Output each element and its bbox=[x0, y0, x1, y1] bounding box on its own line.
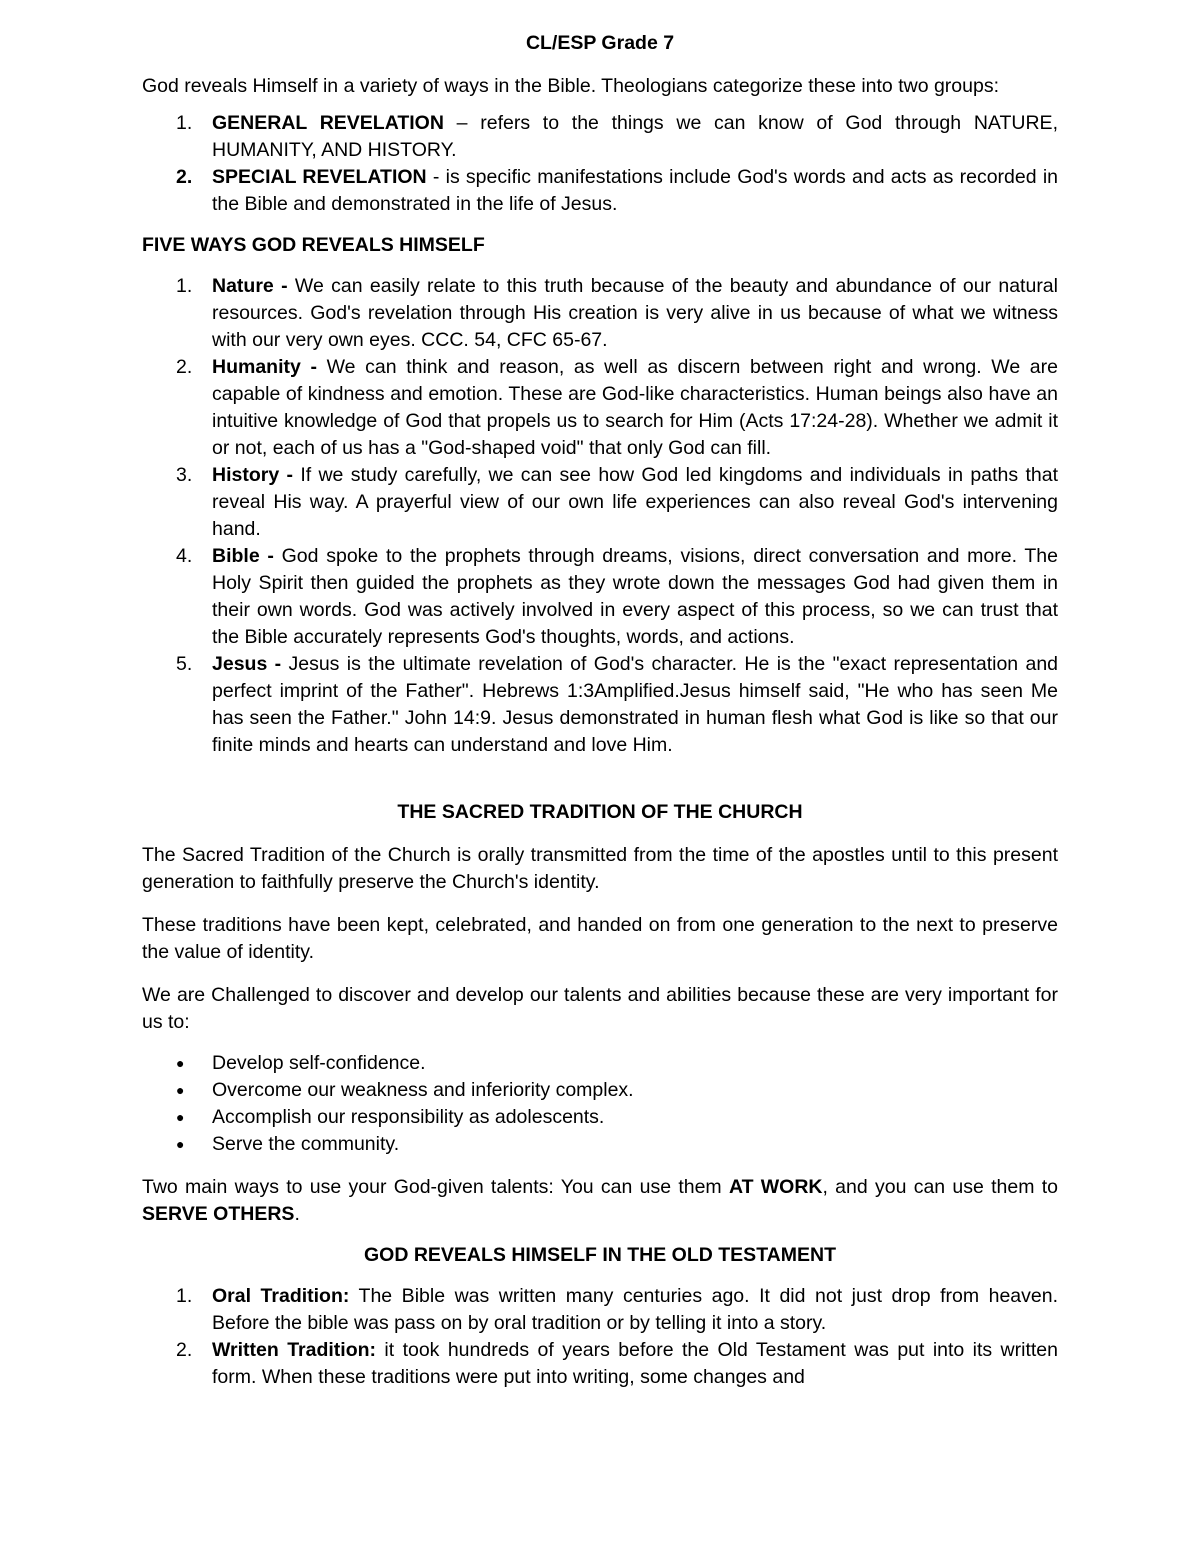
list-item bbox=[142, 462, 1058, 543]
bullet-icon: ● bbox=[176, 1055, 185, 1071]
item-text: Jesus is the ultimate revelation of God's character. He is the "exact representation and perfect imprint of the Father". Hebrews 1:3Amplified.Jesus himself said, "He who has seen Me has seen the Father." John 14:9. Jesus demonstrated in human flesh what God is like so that our finite minds and hearts can understand and love Him. bbox=[212, 653, 1059, 756]
item-label: Nature - bbox=[212, 275, 288, 297]
item-label: Written Tradition: bbox=[212, 1339, 377, 1361]
item-label: Humanity - bbox=[212, 356, 317, 378]
old-testament-list bbox=[142, 1283, 1058, 1391]
bullet-list bbox=[142, 1050, 1058, 1158]
sacred-paragraph-1: The Sacred Tradition of the Church is orally transmitted from the time of the apostles until to this present generation to faithfully preserve the Church's identity. bbox=[142, 844, 1058, 893]
item-text: The Bible was written many centuries ago. It did not just drop from heaven. Before the bible was pass on by oral tradition or by telling it into a story. bbox=[212, 1285, 1058, 1334]
item-label: GENERAL REVELATION bbox=[212, 112, 444, 134]
list-item bbox=[142, 273, 1058, 354]
item-label: History - bbox=[212, 464, 293, 486]
item-text: We can easily relate to this truth because of the beauty and abundance of our natural resources. God's revelation through His creation is very alive in us because of what we witness with our very own eyes. CCC. 54, CFC 65-67. bbox=[212, 275, 1058, 351]
list-item bbox=[142, 1104, 1058, 1131]
section-heading-old-testament: GOD REVEALS HIMSELF IN THE OLD TESTAMENT bbox=[364, 1244, 836, 1266]
item-text: Serve the community. bbox=[212, 1133, 400, 1155]
talents-text: Two main ways to use your God-given talents: You can use them bbox=[142, 1176, 729, 1198]
item-number: 5. bbox=[176, 653, 193, 675]
item-label: Jesus - bbox=[212, 653, 282, 675]
talents-emphasis: AT WORK bbox=[728, 1176, 823, 1198]
item-label: Oral Tradition: bbox=[212, 1285, 350, 1307]
list-item bbox=[142, 1077, 1058, 1104]
list-item bbox=[142, 110, 1058, 164]
intro-paragraph: God reveals Himself in a variety of ways in the Bible. Theologians categorize these into two groups: bbox=[142, 75, 1000, 97]
talents-text: , and you can use them to bbox=[822, 1176, 1058, 1198]
bullet-icon: ● bbox=[176, 1136, 185, 1152]
item-text: God spoke to the prophets through dreams, visions, direct conversation and more. The Holy Spirit then guided the prophets as they wrote down the messages God had given them in their own words. God was actively involved in every aspect of this process, so we can trust that the Bible accurately represents God's thoughts, words, and actions. bbox=[212, 545, 1058, 648]
talents-paragraph bbox=[142, 1174, 1058, 1228]
item-number: 2. bbox=[176, 356, 193, 378]
list-item bbox=[142, 1131, 1058, 1158]
section-heading-five-ways: FIVE WAYS GOD REVEALS HIMSELF bbox=[142, 234, 485, 256]
revelation-list bbox=[142, 110, 1058, 218]
list-item bbox=[142, 164, 1058, 218]
list-item bbox=[142, 1283, 1058, 1337]
item-number: 1. bbox=[176, 1285, 193, 1307]
talents-text: . bbox=[294, 1203, 300, 1225]
list-item bbox=[142, 651, 1058, 759]
list-item bbox=[142, 1050, 1058, 1077]
item-text: We can think and reason, as well as discern between right and wrong. We are capable of kindness and emotion. These are God-like characteristics. Human beings also have an intuitive knowledge of God that propels us to search for Him (Acts 17:24-28). Whether we admit it or not, each of us has a "God-shaped void" that only God can fill. bbox=[212, 356, 1058, 459]
item-number: 1. bbox=[176, 112, 193, 134]
item-text: Overcome our weakness and inferiority complex. bbox=[212, 1079, 634, 1101]
section-heading-sacred-tradition: THE SACRED TRADITION OF THE CHURCH bbox=[397, 801, 803, 823]
talents-emphasis: SERVE OTHERS bbox=[142, 1203, 295, 1225]
item-text: Develop self-confidence. bbox=[212, 1052, 426, 1074]
item-text: - is specific manifestations include God's words and acts as recorded in the Bible and demonstrated in the life of Jesus. bbox=[212, 166, 1059, 215]
bullet-icon: ● bbox=[176, 1109, 185, 1125]
list-item bbox=[142, 354, 1058, 462]
five-ways-list bbox=[142, 273, 1058, 759]
item-number: 2. bbox=[176, 1339, 193, 1361]
sacred-paragraph-2: These traditions have been kept, celebrated, and handed on from one generation to the next to preserve the value of identity. bbox=[142, 914, 1058, 963]
item-label: Bible - bbox=[212, 545, 274, 567]
list-item bbox=[142, 1337, 1058, 1391]
item-text: – refers to the things we can know of God through NATURE, HUMANITY, AND HISTORY. bbox=[212, 112, 1058, 161]
item-text: If we study carefully, we can see how God led kingdoms and individuals in paths that reveal His way. A prayerful view of our own life experiences can also reveal God's intervening hand. bbox=[212, 464, 1058, 540]
sacred-paragraph-3: We are Challenged to discover and develop our talents and abilities because these are very important for us to: bbox=[142, 984, 1058, 1033]
item-number: 4. bbox=[176, 545, 193, 567]
item-number: 1. bbox=[176, 275, 193, 297]
item-label: SPECIAL REVELATION bbox=[212, 166, 427, 188]
bullet-icon: ● bbox=[176, 1082, 185, 1098]
item-number: 3. bbox=[176, 464, 193, 486]
item-number: 2. bbox=[176, 166, 193, 188]
list-item bbox=[142, 543, 1058, 651]
document-title: CL/ESP Grade 7 bbox=[525, 32, 675, 54]
item-text: it took hundreds of years before the Old Testament was put into its written form. When these traditions were put into writing, some changes and bbox=[212, 1339, 1058, 1388]
item-text: Accomplish our responsibility as adolescents. bbox=[212, 1106, 605, 1128]
